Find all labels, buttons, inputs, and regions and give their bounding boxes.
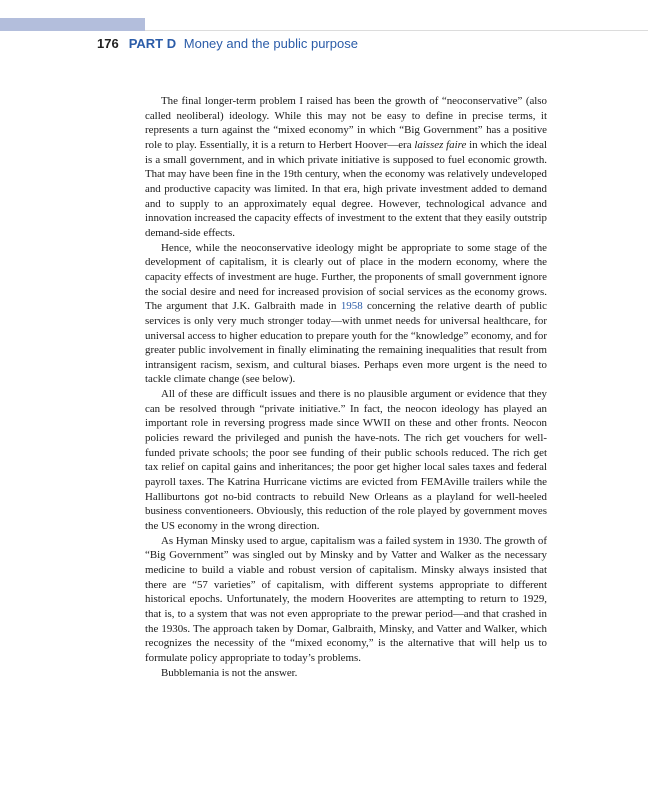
- paragraph-1-italic: laissez faire: [414, 138, 467, 151]
- page-number: 176: [97, 36, 119, 51]
- paragraph-2-text-a: Hence, while the neoconservative ideology might be appropriate to some stage of the development of capitalism, it is clearly out of place in the modern economy, where the capacity effects of investment are huge. Further, the proponents of small government ignore the social desire and need for increased provision of social services as the economy grows. The argument that J.K. Galbraith made in: [145, 241, 547, 313]
- paragraph-1: [145, 94, 547, 241]
- part-title: Money and the public purpose: [183, 36, 358, 51]
- running-header: [97, 35, 358, 53]
- header-rule: [145, 30, 648, 31]
- paragraph-2-text-b: concerning the relative dearth of public services is only very much stronger today—with unmet needs for universal healthcare, for universal access to higher education to prepare youth for the “knowledge” economy, and for greater public involvement in finally eliminating the remaining inequalities that result from intransigent racism, sexism, and cultural biases. Perhaps even more urgent is the need to tackle climate change (see below).: [145, 300, 547, 386]
- paragraph-3: All of these are difficult issues and there is no plausible argument or evidence that they can be resolved through “private initiative.” In fact, the neocon ideology has played an important role in reversing progress made since WWII on these and other fronts. Neocon policies reward the privileged and punish the have-nots. The rich get vouchers for well-funded private schools; the poor see funding of their public schools reduced. The rich get tax relief on capital gains and inheritances; the poor get higher local sales taxes and federal payroll taxes. The Katrina Hurricane victims are evicted from FEMAville trailers while the Halliburtons got no-bid contracts to rebuild New Orleans as a playland for well-heeled business conventioneers. Obviously, this reduction of the role played by government moves the US economy in the wrong direction.: [145, 388, 547, 533]
- body-text: [145, 94, 547, 680]
- paragraph-1-text-a: The final longer-term problem I raised has been the growth of “neoconservative” (also called neoliberal) ideology. While this may not be easy to define in precise terms, it represents a turn against the “mixed economy” in which “Big Government” has a positive role to play. Essentially, it is a return to Herbert Hoover—era: [145, 95, 547, 151]
- citation-link-1958[interactable]: 1958: [340, 300, 363, 313]
- paragraph-5: Bubblemania is not the answer.: [161, 666, 298, 679]
- paragraph-4: As Hyman Minsky used to argue, capitalism was a failed system in 1930. The growth of “Big Government” was singled out by Minsky and by Vatter and Walker as the necessary medicine to build a viable and robust version of capitalism. Minsky always insisted that there are “57 varieties” of capitalism, with different systems appropriate to different historical epochs. Unfortunately, the modern Hooverites are attempting to return to 1929, that is, to a system that was not even appropriate to the prewar period—and that crashed in the 1930s. The approach taken by Domar, Galbraith, Minsky, and Vatter and Walker, which recognizes the necessity of the “mixed economy,” is the alternative that will help us to formulate policy appropriate to today’s problems.: [145, 534, 547, 664]
- paragraph-1-text-b: in which the ideal is a small government, and in which private initiative is supposed to fuel economic growth. That may have been fine in the 19th century, when the economy was relatively undeveloped and productive capacity was limited. In that era, high private investment added to demand and to supply to an approximately equal degree. However, technological advance and innovation increased the capacity effects of investment to the extent that they easily outstrip demand-side effects.: [145, 138, 547, 239]
- paragraph-2: [145, 241, 547, 388]
- header-accent-bar: [0, 18, 145, 31]
- part-label: PART D: [128, 36, 177, 51]
